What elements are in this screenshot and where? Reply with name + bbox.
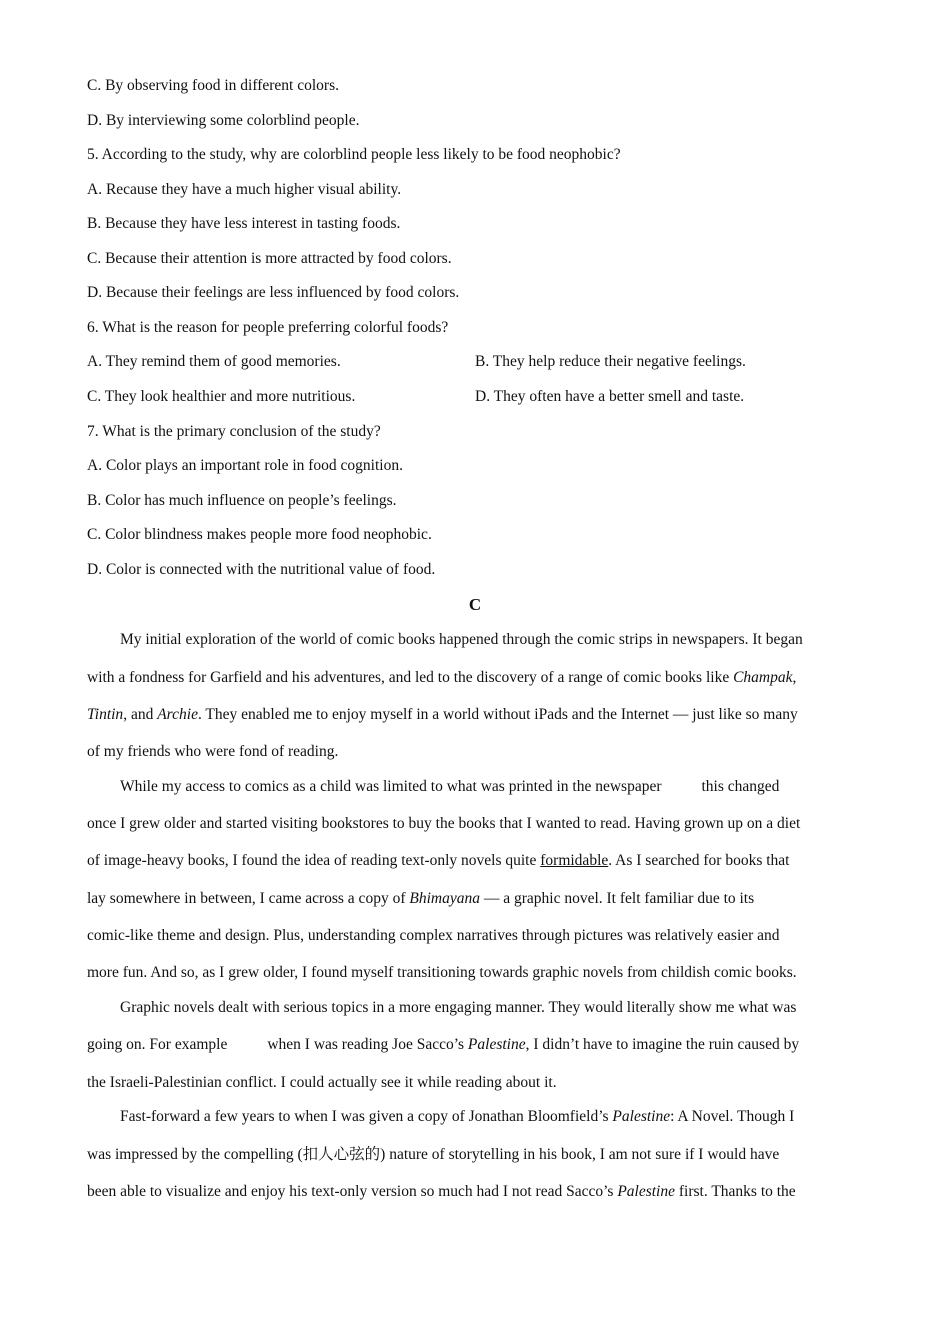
passage-p2-line: once I grew older and started visiting bookstores to buy the books that I wanted to read. Having grown up on a diet [87,815,801,832]
q7-option-a: A. Color plays an important role in food cognition. [87,457,403,474]
text-run: been able to visualize and enjoy his text-only version so much had I not read Sacco’s [87,1183,618,1200]
text-run: lay somewhere in between, I came across a copy of [87,890,410,907]
title-palestine: Palestine [617,1183,675,1200]
passage-p1-line [87,705,798,725]
title-bhimayana: Bhimayana [409,890,480,907]
passage-p1-line: of my friends who were fond of reading. [87,743,339,760]
passage-p1-line: My initial exploration of the world of comic books happened through the comic strips in newspapers. It began [120,631,803,648]
passage-p2-line [120,777,779,797]
section-title: C [468,595,482,614]
title-palestine: Palestine [612,1108,671,1125]
text-run: when I was reading Joe Sacco’s [267,1036,468,1053]
text-run: Fast-forward a few years to when I was given a copy of Jonathan Bloomfield’s [120,1108,613,1125]
text-run: of image-heavy books, I found the idea of reading text-only novels quite [87,852,541,869]
passage-p3-line: the Israeli-Palestinian conflict. I could actually see it while reading about it. [87,1074,557,1091]
q6-option-b: B. They help reduce their negative feelings. [475,353,746,370]
passage-p3-line [87,1035,799,1055]
q7-option-b: B. Color has much influence on people’s feelings. [87,492,397,509]
text-run: While my access to comics as a child was limited to what was printed in the newspaper [120,778,662,795]
q6-question: 6. What is the reason for people preferring colorful foods? [87,319,449,336]
text-run: , I didn’t have to imagine the ruin caused by [525,1036,800,1053]
passage-p1-line [87,668,796,688]
text-run: — a graphic novel. It felt familiar due to its [479,890,755,907]
q4-option-c: C. By observing food in different colors. [87,77,339,94]
title-archie: Archie [157,706,198,723]
text-run: , and [123,706,158,723]
title-palestine: Palestine [467,1036,526,1053]
q7-option-d: D. Color is connected with the nutritional value of food. [87,561,436,578]
q5-option-b: B. Because they have less interest in tasting foods. [87,215,401,232]
q6-option-c: C. They look healthier and more nutritious. [87,388,356,405]
text-run: with a fondness for Garfield and his adventures, and led to the discovery of a range of comic books like [87,669,734,686]
passage-p2-line [87,889,754,909]
q6-option-a: A. They remind them of good memories. [87,353,341,370]
q6-option-d: D. They often have a better smell and taste. [475,388,745,405]
passage-p4-line [87,1182,796,1202]
passage-p3-line: Graphic novels dealt with serious topics in a more engaging manner. They would literally show me what was [120,999,797,1016]
q7-question: 7. What is the primary conclusion of the study? [87,423,381,440]
q5-option-c: C. Because their attention is more attracted by food colors. [87,250,452,267]
q5-option-d: D. Because their feelings are less influenced by food colors. [87,284,460,301]
q5-option-a: A. Recause they have a much higher visual ability. [87,181,402,198]
text-run: . As I searched for books that [608,852,790,869]
text-run: going on. For example [87,1036,228,1053]
title-champak: Champak [733,669,793,686]
passage-p2-line: more fun. And so, as I grew older, I found myself transitioning towards graphic novels from childish comic books. [87,964,797,981]
passage-p2-line: comic-like theme and design. Plus, understanding complex narratives through pictures was relatively easier and [87,927,780,944]
text-run: , [792,669,797,686]
underlined-word: formidable [540,852,609,869]
text-run: first. Thanks to the [675,1183,796,1200]
text-run: . They enabled me to enjoy myself in a world without iPads and the Internet — just like so many [197,706,798,723]
text-run: : A Novel. Though I [670,1108,795,1125]
passage-p4-line: was impressed by the compelling (扣人心弦的) nature of storytelling in his book, I am not sure if I would have [87,1146,780,1163]
passage-p2-line [87,851,789,871]
passage-p4-line [120,1107,794,1127]
q7-option-c: C. Color blindness makes people more food neophobic. [87,526,432,543]
title-tintin: Tintin [87,706,124,723]
text-run: this changed [701,778,780,795]
q5-question: 5. According to the study, why are colorblind people less likely to be food neophobic? [87,146,621,163]
q4-option-d: D. By interviewing some colorblind people. [87,112,360,129]
